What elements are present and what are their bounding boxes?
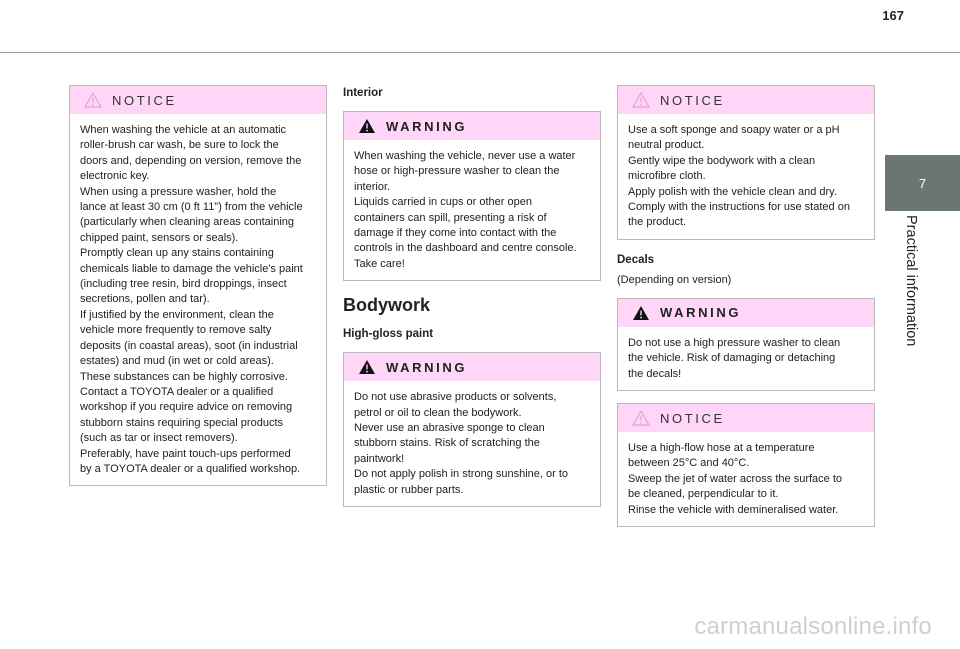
text-line: Preferably, have paint touch-ups performed xyxy=(80,447,291,460)
notice-box-bodywork-care xyxy=(617,85,875,240)
text-line: (including tree resin, bird droppings, insect xyxy=(80,278,287,291)
notice-box-hose xyxy=(617,403,875,527)
decals-version-note: (Depending on version) xyxy=(617,273,732,286)
notice-header xyxy=(70,86,326,114)
text-line: petrol or oil to clean the bodywork. xyxy=(354,406,522,419)
text-line: the product. xyxy=(628,216,687,229)
text-line: the decals! xyxy=(628,367,682,380)
text-line: Take care! xyxy=(354,257,405,270)
warning-title: WARNING xyxy=(386,118,468,134)
text-line: stubborn stains. Risk of scratching the xyxy=(354,437,540,450)
text-line: damage if they come into contact with the xyxy=(354,227,557,240)
text-line: Use a soft sponge and soapy water or a pH xyxy=(628,124,840,136)
page-number: 167 xyxy=(882,8,904,23)
header-divider xyxy=(0,52,960,53)
text-line: Rinse the vehicle with demineralised water. xyxy=(628,503,839,516)
section-heading-decals: Decals xyxy=(617,253,655,266)
text-line: containers can spill, presenting a risk of xyxy=(354,211,547,224)
notice-title: NOTICE xyxy=(660,410,725,426)
text-line: Promptly clean up any stains containing xyxy=(80,247,274,260)
text-line: Do not use a high pressure washer to clean xyxy=(628,336,841,349)
warning-triangle-filled-icon xyxy=(632,305,650,321)
text-line: estates) and mud (in wet or cold areas). xyxy=(80,355,274,368)
text-line: Contact a TOYOTA dealer or a qualified xyxy=(80,385,274,398)
text-line: by a TOYOTA dealer or a qualified workshop. xyxy=(80,462,301,475)
text-line: Do not apply polish in strong sunshine, or to xyxy=(354,468,569,481)
text-line: Never use an abrasive sponge to clean xyxy=(354,422,545,435)
text-line: When using a pressure washer, hold the xyxy=(80,185,277,198)
text-line: (particularly when cleaning areas containing xyxy=(80,216,295,229)
text-line: When washing the vehicle at an automatic xyxy=(80,124,287,136)
watermark: carmanualsonline.info xyxy=(694,613,932,640)
warning-box-paint xyxy=(343,352,601,507)
text-line: microfibre cloth. xyxy=(628,170,706,183)
column-right xyxy=(617,85,875,539)
text-line: paintwork! xyxy=(354,452,405,465)
text-line: Gently wipe the bodywork with a clean xyxy=(628,154,816,167)
text-line: Comply with the instructions for use stated on xyxy=(628,201,850,214)
text-line: deposits (in coastal areas), soot (in industrial xyxy=(80,339,298,352)
text-line: be cleaned, perpendicular to it. xyxy=(628,488,779,501)
column-left xyxy=(69,85,327,498)
text-line: between 25°C and 40°C. xyxy=(628,457,750,470)
notice-title: NOTICE xyxy=(112,92,177,108)
warning-title: WARNING xyxy=(660,305,742,321)
chapter-label: Practical information xyxy=(903,215,919,347)
text-line: Liquids carried in cups or other open xyxy=(354,196,532,209)
text-line: neutral product. xyxy=(628,139,705,152)
text-line: These substances can be highly corrosive. xyxy=(80,370,288,383)
text-line: Apply polish with the vehicle clean and dry. xyxy=(628,185,837,198)
warning-header xyxy=(618,299,874,327)
column-middle xyxy=(343,85,601,519)
notice-box-washing xyxy=(69,85,327,486)
warning-title: WARNING xyxy=(386,359,468,375)
text-line: If justified by the environment, clean the xyxy=(80,308,274,321)
text-line: electronic key. xyxy=(80,170,150,183)
text-line: hose or high-pressure washer to clean the xyxy=(354,165,560,178)
subheading-high-gloss-paint: High-gloss paint xyxy=(343,328,434,341)
text-line: vehicle more frequently to remove salty xyxy=(80,324,272,337)
section-heading-bodywork: Bodywork xyxy=(343,295,431,316)
warning-triangle-filled-icon xyxy=(358,359,376,375)
text-line: Do not use abrasive products or solvents, xyxy=(354,391,557,404)
notice-body xyxy=(618,114,874,239)
text-line: doors and, depending on version, remove the xyxy=(80,154,302,167)
text-line: secretions, pollen and tar). xyxy=(80,293,210,306)
warning-triangle-outline-icon xyxy=(84,92,102,108)
warning-triangle-outline-icon xyxy=(632,92,650,108)
text-line: the vehicle. Risk of damaging or detaching xyxy=(628,352,836,365)
notice-body xyxy=(70,114,326,485)
text-line: (such as tar or insect removers). xyxy=(80,432,238,445)
warning-triangle-outline-icon xyxy=(632,410,650,426)
notice-header xyxy=(618,404,874,432)
warning-body xyxy=(618,327,874,390)
text-line: chipped paint, sensors or seals). xyxy=(80,231,239,244)
chapter-tab[interactable]: 7 xyxy=(885,155,960,211)
notice-body xyxy=(618,432,874,526)
text-line: plastic or rubber parts. xyxy=(354,483,464,496)
text-line: When washing the vehicle, never use a water xyxy=(354,150,576,162)
text-line: chemicals liable to damage the vehicle's paint xyxy=(80,262,303,275)
notice-title: NOTICE xyxy=(660,92,725,108)
warning-triangle-filled-icon xyxy=(358,118,376,134)
text-line: Sweep the jet of water across the surface to xyxy=(628,472,843,485)
text-line: roller-brush car wash, be sure to lock the xyxy=(80,139,279,152)
section-heading-interior: Interior xyxy=(343,87,383,99)
text-line: controls in the dashboard and centre console. xyxy=(354,242,577,255)
text-line: stubborn stains requiring special products xyxy=(80,416,284,429)
notice-header xyxy=(618,86,874,114)
warning-box-interior xyxy=(343,111,601,281)
text-line: workshop if you require advice on removing xyxy=(80,401,293,414)
warning-header xyxy=(344,353,600,381)
warning-box-decals xyxy=(617,298,875,391)
warning-body xyxy=(344,140,600,280)
text-line: lance at least 30 cm (0 ft 11") from the vehicle xyxy=(80,201,303,214)
text-line: interior. xyxy=(354,180,391,193)
warning-body xyxy=(344,381,600,506)
warning-header xyxy=(344,112,600,140)
text-line: Use a high-flow hose at a temperature xyxy=(628,442,815,455)
